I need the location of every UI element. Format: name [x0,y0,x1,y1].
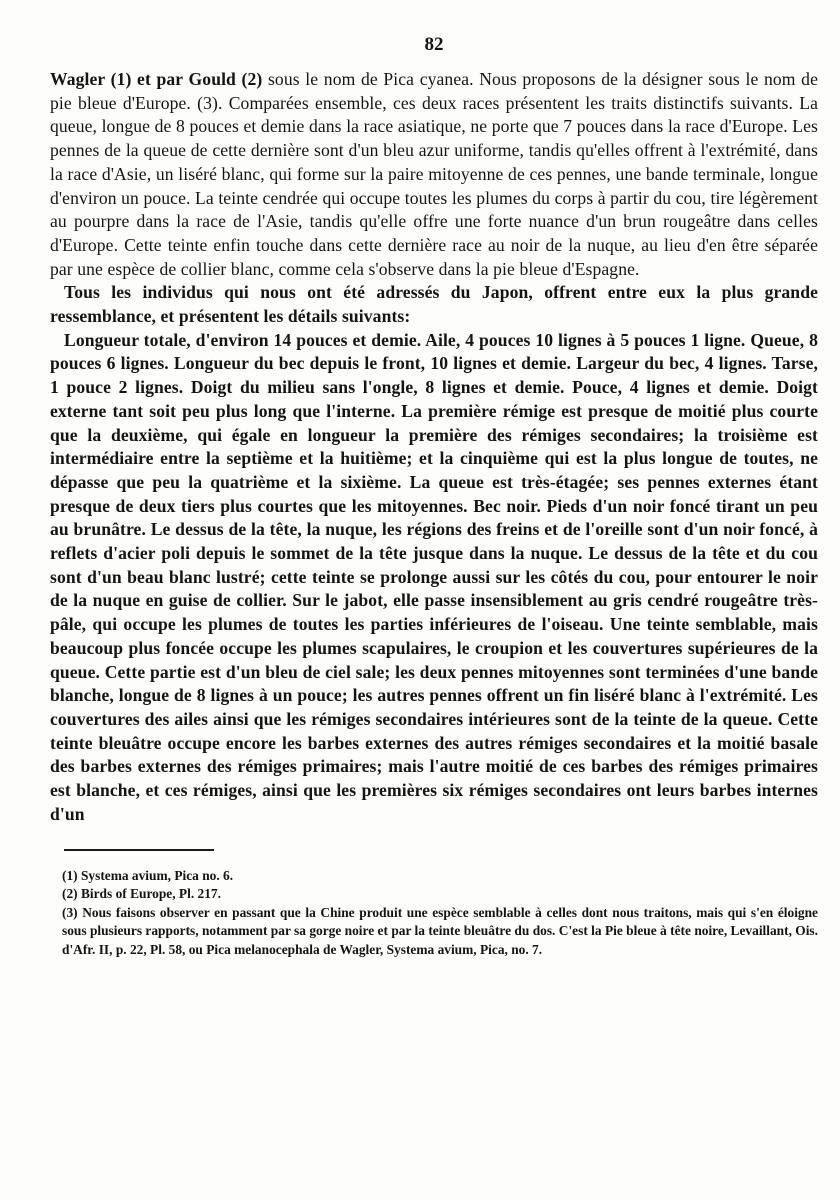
footnote-2: (2) Birds of Europe, Pl. 217. [62,886,221,901]
page-number: 82 [424,34,444,55]
paragraph-2: Tous les individus qui nous ont été adressés du Japon, offrent entre eux la plus grande ressemblance, et présentent les détails suivants: [50,282,818,327]
paragraph-1-lead: Wagler (1) et par Gould (2) [50,69,263,89]
body-text [50,68,818,827]
paragraph-1-text: sous le nom de Pica cyanea. Nous proposons de la désigner sous le nom de pie bleue d'Europe. (3). Comparées ensemble, ces deux races présentent les traits distinctifs suivants. La queue, longue de 8 pouces et demie dans la race asiatique, ne porte que 7 pouces dans la race d'Europe. Les pennes de la queue de cette dernière sont d'un bleu azur uniforme, tandis qu'elles offrent à l'extrémité, dans la race d'Asie, un liséré blanc, qui forme sur la paire mitoyenne de ces pennes, une bande terminale, longue d'environ un pouce. La teinte cendrée qui occupe toutes les plumes du corps à partir du cou, tire légèrement au pourpre dans la race de l'Asie, tandis qu'elle offre une forte nuance d'un brun rougeâtre dans celles d'Europe. Cette teinte enfin touche dans cette dernière race au noir de la nuque, au lieu d'en être séparée par une espèce de collier blanc, comme cela s'observe dans la pie bleue d'Espagne. [50,69,818,279]
footnote-divider [64,849,214,851]
paragraph-3: Longueur totale, d'environ 14 pouces et demie. Aile, 4 pouces 10 lignes à 5 pouces 1 ligne. Queue, 8 pouces 6 lignes. Longueur du bec depuis le front, 10 lignes et demie. Largeur du bec, 4 lignes. Tarse, 1 pouce 2 lignes. Doigt du milieu sans l'ongle, 8 lignes et demie. Pouce, 4 lignes et demie. Doigt externe tant soit peu plus long que l'interne. La première rémige est presque de moitié plus courte que la deuxième, qui égale en longueur la première des rémiges secondaires; la troisième est intermédiaire entre la septième et la huitième; et la cinquième qui est la plus longue de toutes, ne dépasse que peu la quatrième et la sixième. La queue est très-étagée; ses pennes externes étant presque de deux tiers plus courtes que les mitoyennes. Bec noir. Pieds d'un noir foncé tirant un peu au brunâtre. Le dessus de la tête, la nuque, les régions des freins et de l'oreille sont d'un noir foncé, à reflets d'acier poli depuis le sommet de la tête jusque dans la nuque. Le dessus de la tête et du cou sont d'un beau blanc lustré; cette teinte se prolonge aussi sur les côtés du cou, pour entourer le noir de la nuque en guise de collier. Sur le jabot, elle passe insensiblement au gris cendré rougeâtre très-pâle, qui occupe les plumes de toutes les parties inférieures de l'oiseau. Une teinte semblable, mais beaucoup plus foncée occupe les plumes scapulaires, le croupion et les couvertures supérieures de la queue. Cette partie est d'un bleu de ciel sale; les deux pennes mitoyennes sont terminées d'une bande blanche, longue de 8 lignes à un pouce; les autres pennes offrent un fin liséré blanc à l'extrémité. Les couvertures des ailes ainsi que les rémiges secondaires intérieures sont de la teinte de la queue. Cette teinte bleuâtre occupe encore les barbes externes des autres rémiges secondaires et la moitié basale des barbes externes des rémiges primaires; mais l'autre moitié de ces barbes des rémiges primaires est blanche, et ces rémiges, ainsi que les premières six rémiges secondaires ont leurs barbes internes d'un [50,329,818,824]
footnotes [50,867,818,960]
footnote-3: (3) Nous faisons observer en passant que la Chine produit une espèce semblable à celles dont nous traitons, mais qui s'en éloigne sous plusieurs rapports, notamment par sa gorge noire et par la teinte bleuâtre du dos. C'est la Pie bleue à tête noire, Levaillant, Ois. d'Afr. II, p. 22, Pl. 58, ou Pica melanocephala de Wagler, Systema avium, Pica, no. 7. [62,904,818,957]
footnote-1: (1) Systema avium, Pica no. 6. [62,867,234,883]
paragraph-1 [50,68,818,281]
